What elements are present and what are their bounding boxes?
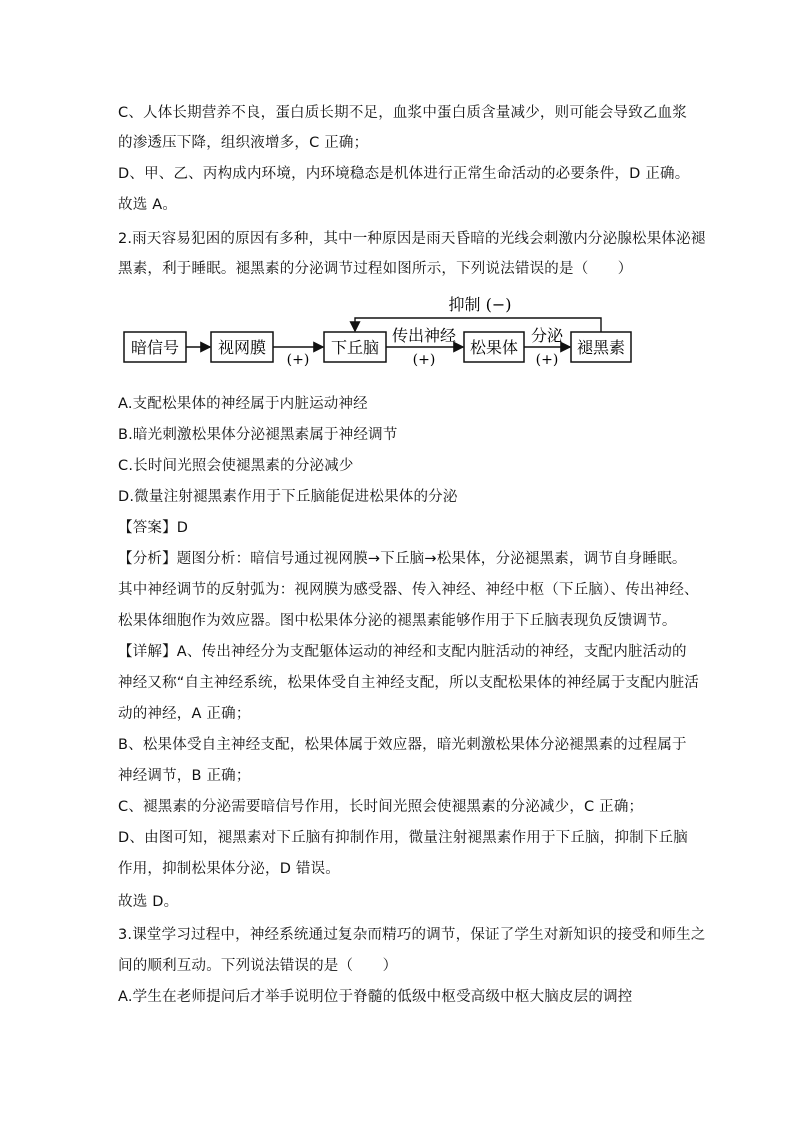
box-label: 下丘脑 [330, 338, 380, 357]
question-2-line: 2.雨天容易犯困的原因有多种，其中一种原因是雨天昏暗的光线会刺激内分泌腺松果体泌褪 [118, 231, 706, 247]
text-line: 故选 A。 [118, 197, 178, 213]
detail-line: 作用，抑制松果体分泌，D 错误。 [118, 861, 340, 877]
detail-line: 神经调节，B 正确； [118, 768, 251, 784]
melatonin-regulation-diagram [118, 292, 638, 372]
question-2-line: 黑素，利于睡眠。褪黑素的分泌调节过程如图所示，下列说法错误的是（ ） [118, 261, 633, 277]
text-line: 的渗透压下降，组织液增多，C 正确； [118, 135, 369, 151]
sign-label: (+) [286, 352, 310, 368]
question-3-line: 间的顺利互动。下列说法错误的是（ ） [118, 958, 398, 974]
analysis-line: 松果体细胞作为效应器。图中松果体分泌的褪黑素能够作用于下丘脑表现负反馈调节。 [118, 613, 677, 629]
detail-line: 神经又称“自主神经系统，松果体受自主神经支配，所以支配松果体的神经属于支配内脏活 [118, 675, 700, 691]
box-label: 视网膜 [217, 338, 267, 357]
question-3-option-a: A.学生在老师提问后才举手说明位于脊髓的低级中枢受高级中枢大脑皮层的调控 [118, 989, 633, 1005]
arrow-label: 分泌 [530, 326, 564, 345]
detail-line: 【详解】A、传出神经分为支配躯体运动的神经和支配内脏活动的神经，支配内脏活动的 [118, 644, 687, 660]
answer-line: 【答案】D [118, 520, 189, 536]
arrow-label: 传出神经 [391, 326, 457, 345]
analysis-line: 其中神经调节的反射弧为：视网膜为感受器、传入神经、神经中枢（下丘脑）、传出神经、 [118, 582, 699, 598]
option-d: D.微量注射褪黑素作用于下丘脑能促进松果体的分泌 [118, 489, 458, 505]
choice-line: 故选 D。 [118, 894, 179, 910]
feedback-label: 抑制 (−) [448, 295, 512, 314]
text-line: C、人体长期营养不良，蛋白质长期不足，血浆中蛋白质含量减少，则可能会导致乙血浆 [118, 105, 687, 121]
option-a: A.支配松果体的神经属于内脏运动神经 [118, 396, 368, 412]
sign-label: (+) [412, 352, 436, 368]
detail-line: C、褪黑素的分泌需要暗信号作用，长时间光照会使褪黑素的分泌减少，C 正确； [118, 799, 644, 815]
box-label: 暗信号 [130, 338, 180, 357]
sign-label: (+) [535, 352, 559, 368]
option-c: C.长时间光照会使褪黑素的分泌减少 [118, 458, 354, 474]
analysis-line: 【分析】题图分析：暗信号通过视网膜→下丘脑→松果体，分泌褪黑素，调节自身睡眠。 [118, 551, 687, 567]
option-b: B.暗光刺激松果体分泌褪黑素属于神经调节 [118, 427, 398, 443]
detail-line: B、松果体受自主神经支配，松果体属于效应器，暗光刺激松果体分泌褪黑素的过程属于 [118, 737, 687, 753]
question-3-line: 3.课堂学习过程中，神经系统通过复杂而精巧的调节，保证了学生对新知识的接受和师生之 [118, 927, 706, 943]
detail-line: 动的神经，A 正确； [118, 706, 251, 722]
text-line: D、甲、乙、丙构成内环境，内环境稳态是机体进行正常生命活动的必要条件，D 正确。 [118, 166, 690, 182]
detail-line: D、由图可知，褪黑素对下丘脑有抑制作用，微量注射褪黑素作用于下丘脑，抑制下丘脑 [118, 830, 688, 846]
box-label: 松果体 [469, 338, 519, 357]
box-label: 褪黑素 [576, 338, 626, 357]
